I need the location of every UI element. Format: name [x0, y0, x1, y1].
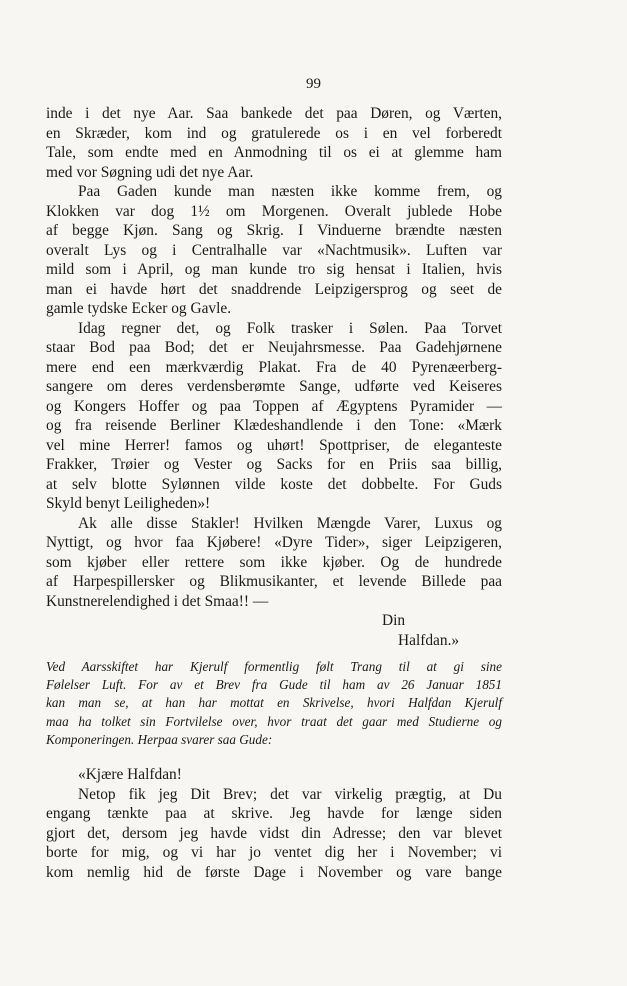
- text-line: mild som i April, og man kunde tro sig hensat i Italien, hvis: [46, 261, 502, 278]
- text-line: af begge Kjøn. Sang og Skrig. I Vinduerne brændte næsten: [46, 222, 502, 239]
- text-line: Komponeringen. Herpaa svarer saa Gude:: [46, 731, 273, 747]
- text-line: og Kongers Hoffer og paa Toppen af Ægyptens Pyramider —: [46, 397, 502, 415]
- text-line: mere end een mærkværdig Plakat. Fra de 40 Pyrenæerberg-: [46, 358, 502, 376]
- text-line: at selv blotte Sylønnen vilde koste det dobbelte. For Guds: [46, 475, 502, 493]
- text-line: Halfdan.»: [398, 631, 460, 649]
- text-line: af Harpespillersker og Blikmusikanter, et levende Billede paa: [46, 573, 502, 590]
- text-line: «Kjære Halfdan!: [78, 766, 182, 783]
- text-line: man ei havde hørt det snaddrende Leipzigersprog og seet de: [46, 280, 502, 298]
- text-line: inde i det nye Aar. Saa bankede det paa Døren, og Værten,: [46, 105, 502, 122]
- text-line: Idag regner det, og Folk trasker i Sølen. Paa Torvet: [78, 319, 502, 337]
- text-line: Kunstnerelendighed i det Smaa!! —: [46, 592, 269, 610]
- text-line: borte for mig, og vi har jo ventet dig her i November; vi: [46, 844, 502, 861]
- text-line: staar Bod paa Bod; det er Neujahrsmesse. Paa Gadehjørnene: [46, 339, 502, 356]
- text-line: som kjøber eller rettere som ikke kjøber. Og de hundrede: [46, 553, 502, 571]
- text-line: Ak alle disse Stakler! Hvilken Mængde Varer, Luxus og: [78, 514, 502, 532]
- editorial-commentary: [46, 658, 502, 749]
- text-line: kom nemlig hid de første Dage i November og vare bange: [46, 863, 502, 881]
- text-line: Klokken var dog 1½ om Morgenen. Overalt jublede Hobe: [46, 202, 502, 220]
- text-line: Frakker, Trøier og Vester og Sacks for en Priis saa billig,: [46, 456, 502, 473]
- text-line: gamle tydske Ecker og Gavle.: [46, 300, 232, 317]
- text-line: Paa Gaden kunde man næsten ikke komme frem, og: [78, 183, 502, 200]
- text-line: maa ha tolket sin Fortvilelse over, hvor traat det gaar med Studierne og: [46, 713, 502, 729]
- text-line: Tale, som endte med en Anmodning til os ei at glemme ham: [46, 144, 502, 161]
- text-line: overalt Lys og i Centralhalle var «Nachtmusik». Luften var: [46, 241, 502, 259]
- text-line: en Skræder, kom ind og gratulerede os i en vel forberedt: [46, 124, 502, 142]
- text-line: med vor Søgning udi det nye Aar.: [46, 163, 254, 181]
- text-line: Din: [382, 612, 406, 629]
- letter-text-block: [46, 104, 502, 650]
- text-line: Følelser Luft. For av et Brev fra Gude til ham av 26 Januar 1851: [46, 677, 502, 693]
- text-line: og fra reisende Berliner Klædeshandlende i den Tone: «Mærk: [46, 417, 502, 434]
- text-line: engang tænkte paa at skrive. Jeg havde for længe siden: [46, 805, 502, 822]
- text-line: sangere om deres verdensberømte Sange, udførte ved Keiseres: [46, 378, 502, 395]
- reply-letter-block: [46, 765, 502, 882]
- page-number: 99: [306, 76, 321, 92]
- text-line: vel mine Herrer! famos og uhørt! Spottpriser, de eleganteste: [46, 436, 502, 454]
- text-line: Nyttigt, og hvor faa Kjøbere! «Dyre Tider», siger Leipzigeren,: [46, 534, 502, 551]
- text-line: gjort det, dersom jeg havde vidst din Adresse; den var blevet: [46, 824, 502, 842]
- text-line: Skyld benyt Leiligheden»!: [46, 495, 211, 512]
- text-line: Ved Aarsskiftet har Kjerulf formentlig følt Trang til at gi sine: [46, 659, 502, 674]
- text-line: Netop fik jeg Dit Brev; det var virkelig prægtig, at Du: [78, 785, 502, 803]
- text-line: kan man se, at han har mottat en Skrivelse, hvori Halfdan Kjerulf: [46, 695, 502, 711]
